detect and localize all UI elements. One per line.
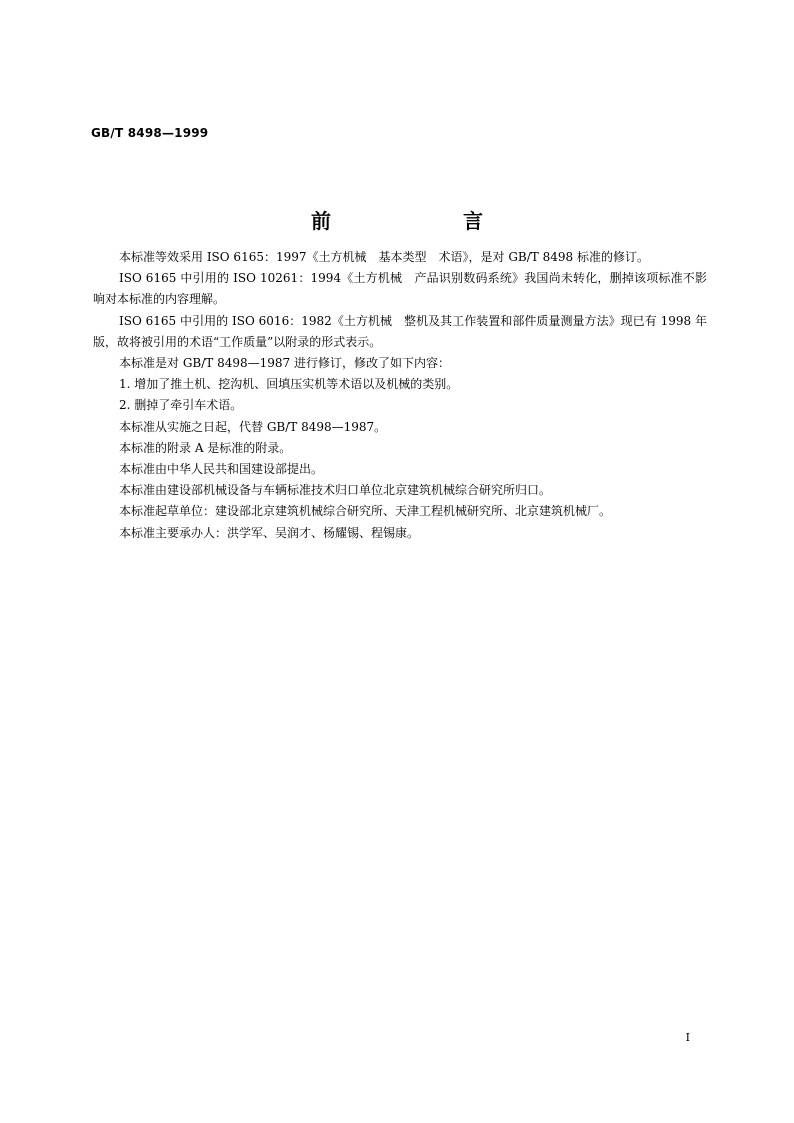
page-title: 前 言 bbox=[311, 209, 539, 233]
paragraph: 本标准由中华人民共和国建设部提出。 bbox=[119, 462, 324, 477]
paragraph: 本标准从实施之日起，代替 GB/T 8498—1987。 bbox=[119, 419, 387, 434]
paragraph: 本标准是对 GB/T 8498—1987 进行修订，修改了如下内容： bbox=[119, 356, 450, 371]
paragraph: ISO 6165 中引用的 ISO 10261：1994《土方机械 产品识别数码系统》我国尚未转化，删掉该项标准不影响对本标准的内容理解。 bbox=[93, 271, 707, 307]
list-item: 1. 增加了推土机、挖沟机、回填压实机等术语以及机械的类别。 bbox=[119, 377, 459, 392]
list-item: 2. 删掉了牵引车术语。 bbox=[119, 398, 243, 413]
paragraph: 本标准的附录 A 是标准的附录。 bbox=[119, 440, 292, 455]
foreword-body bbox=[93, 247, 707, 544]
paragraph: 本标准等效采用 ISO 6165：1997《土方机械 基本类型 术语》，是对 GB/T 8498 标准的修订。 bbox=[119, 250, 649, 264]
standard-code: GB/T 8498—1999 bbox=[91, 126, 209, 140]
paragraph: 本标准起草单位：建设部北京建筑机械综合研究所、天津工程机械研究所、北京建筑机械厂。 bbox=[119, 504, 612, 519]
paragraph: 本标准由建设部机械设备与车辆标准技术归口单位北京建筑机械综合研究所归口。 bbox=[119, 483, 552, 498]
paragraph: ISO 6165 中引用的 ISO 6016：1982《土方机械 整机及其工作装置和部件质量测量方法》现已有 1998 年版，故将被引用的术语“工作质量”以附录的形式表示。 bbox=[93, 313, 707, 349]
page-number: I bbox=[685, 1031, 690, 1044]
paragraph: 本标准主要承办人：洪学军、吴润才、杨耀锡、程锡康。 bbox=[119, 525, 420, 540]
